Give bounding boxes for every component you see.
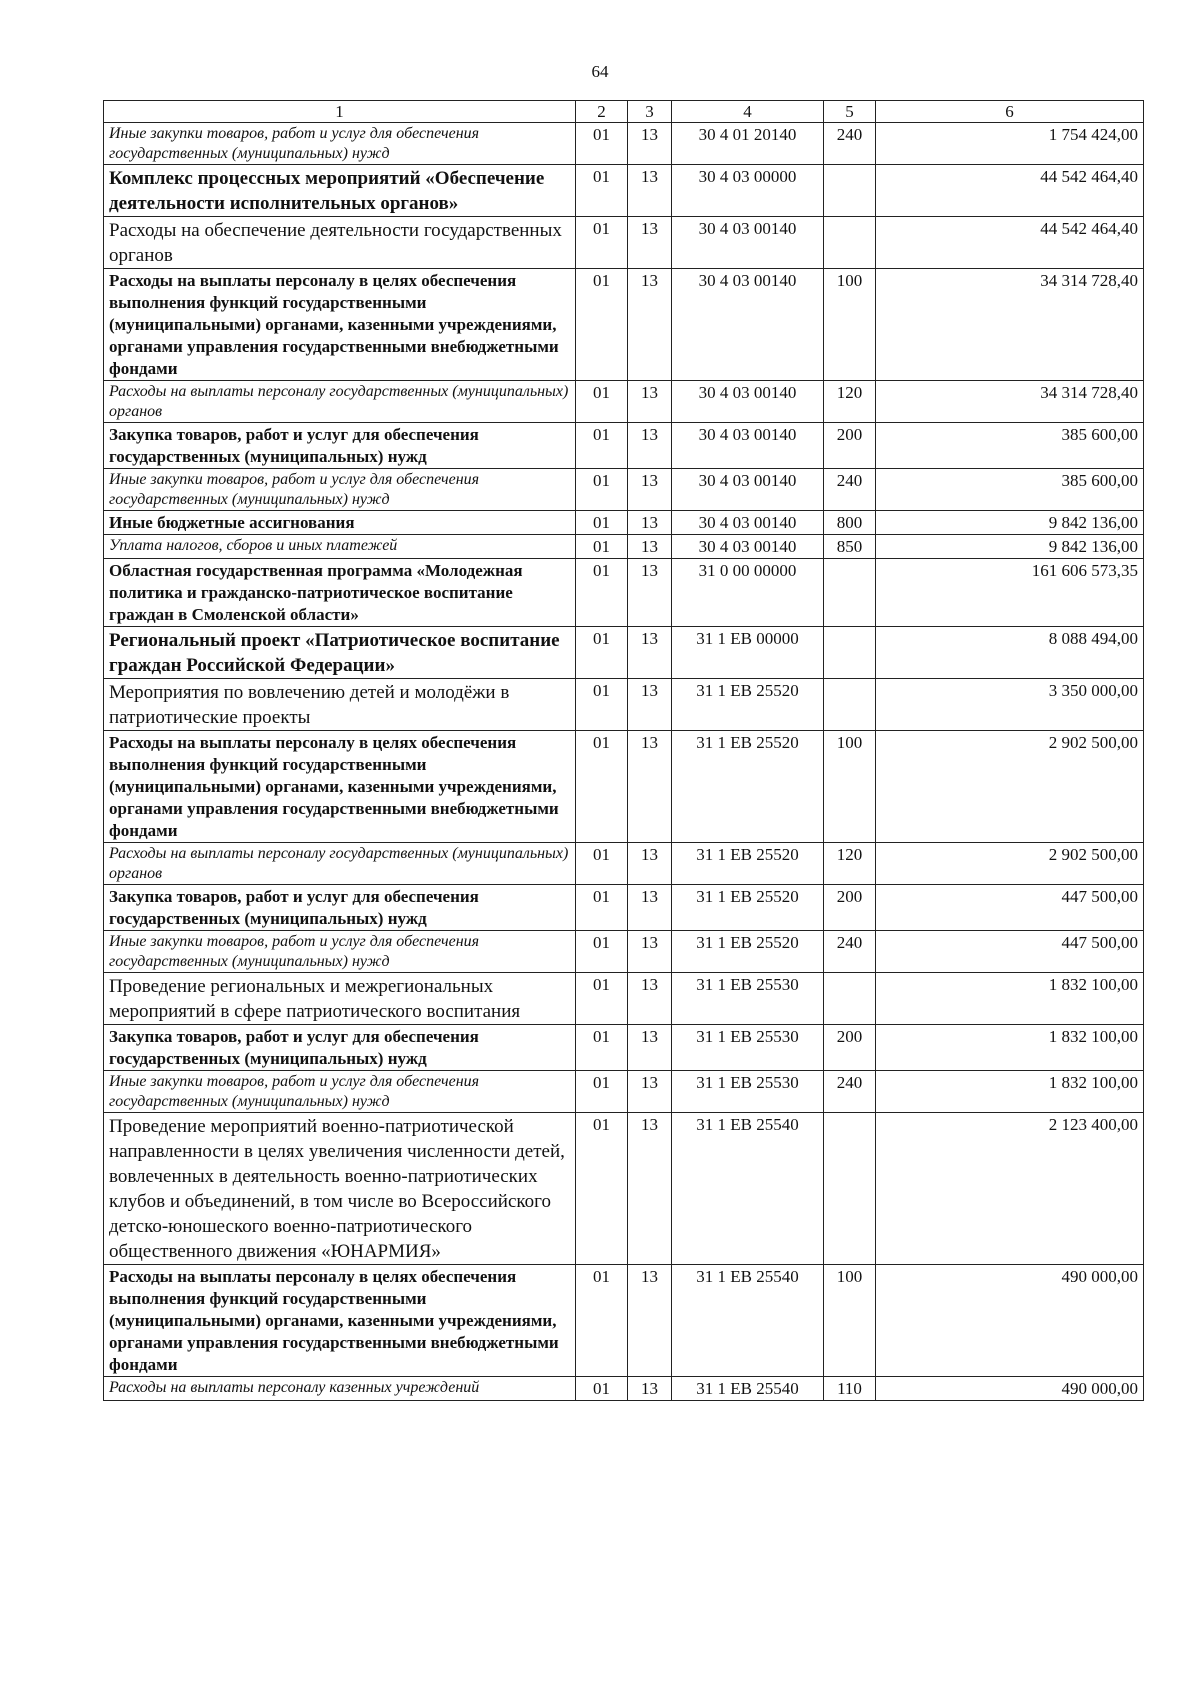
row-subsection-cell: 13 [628, 217, 672, 269]
row-name-cell: Иные закупки товаров, работ и услуг для обеспечения государственных (муниципальных) нужд [104, 469, 576, 511]
row-name-cell: Расходы на выплаты персоналу казенных учреждений [104, 1377, 576, 1401]
row-subsection-cell: 13 [628, 469, 672, 511]
row-section-cell: 01 [576, 381, 628, 423]
row-target-article-cell: 30 4 03 00140 [672, 381, 824, 423]
row-target-article-cell: 31 1 ЕВ 25520 [672, 679, 824, 731]
row-expense-type-cell: 240 [824, 123, 876, 165]
row-section-cell: 01 [576, 731, 628, 843]
row-expense-type-cell: 100 [824, 1265, 876, 1377]
row-name-cell: Расходы на выплаты персоналу государственных (муниципальных) органов [104, 381, 576, 423]
row-target-article-cell: 31 1 ЕВ 25530 [672, 1025, 824, 1071]
row-target-article-cell: 30 4 03 00000 [672, 165, 824, 217]
table-row [104, 269, 1144, 381]
row-name-cell: Иные закупки товаров, работ и услуг для обеспечения государственных (муниципальных) нужд [104, 123, 576, 165]
table-row [104, 559, 1144, 627]
row-section-cell: 01 [576, 559, 628, 627]
row-expense-type-cell [824, 627, 876, 679]
row-amount-cell: 385 600,00 [876, 469, 1144, 511]
row-name-cell: Проведение мероприятий военно-патриотической направленности в целях увеличения численности детей, вовлеченных в деятельность военно-патриотических клубов и объединений, в том числе во Всероссийского детско-юношеского военно-патриотического общественного движения «ЮНАРМИЯ» [104, 1113, 576, 1265]
table-row [104, 885, 1144, 931]
table-row [104, 423, 1144, 469]
row-section-cell: 01 [576, 1071, 628, 1113]
row-section-cell: 01 [576, 973, 628, 1025]
row-amount-cell: 34 314 728,40 [876, 381, 1144, 423]
row-subsection-cell: 13 [628, 1071, 672, 1113]
column-header: 5 [824, 101, 876, 123]
row-name-cell: Расходы на выплаты персоналу в целях обеспечения выполнения функций государственными (муниципальными) органами, казенными учреждениями, органами управления государственными внебюджетными фондами [104, 731, 576, 843]
row-name-cell: Иные закупки товаров, работ и услуг для обеспечения государственных (муниципальных) нужд [104, 1071, 576, 1113]
table-row [104, 469, 1144, 511]
row-subsection-cell: 13 [628, 511, 672, 535]
row-subsection-cell: 13 [628, 1377, 672, 1401]
table-row [104, 843, 1144, 885]
row-expense-type-cell: 120 [824, 381, 876, 423]
row-section-cell: 01 [576, 931, 628, 973]
row-expense-type-cell: 200 [824, 1025, 876, 1071]
table-row [104, 627, 1144, 679]
row-amount-cell: 8 088 494,00 [876, 627, 1144, 679]
row-expense-type-cell: 120 [824, 843, 876, 885]
row-section-cell: 01 [576, 217, 628, 269]
row-amount-cell: 3 350 000,00 [876, 679, 1144, 731]
column-header: 1 [104, 101, 576, 123]
row-name-cell: Расходы на выплаты персоналу в целях обеспечения выполнения функций государственными (муниципальными) органами, казенными учреждениями, органами управления государственными внебюджетными фондами [104, 1265, 576, 1377]
row-target-article-cell: 30 4 03 00140 [672, 217, 824, 269]
table-row [104, 1071, 1144, 1113]
row-target-article-cell: 31 1 ЕВ 25540 [672, 1113, 824, 1265]
row-amount-cell: 385 600,00 [876, 423, 1144, 469]
row-amount-cell: 490 000,00 [876, 1377, 1144, 1401]
table-row [104, 1025, 1144, 1071]
row-expense-type-cell: 200 [824, 885, 876, 931]
table-row [104, 535, 1144, 559]
row-target-article-cell: 30 4 03 00140 [672, 511, 824, 535]
row-name-cell: Расходы на обеспечение деятельности государственных органов [104, 217, 576, 269]
table-row [104, 381, 1144, 423]
row-expense-type-cell: 200 [824, 423, 876, 469]
row-subsection-cell: 13 [628, 843, 672, 885]
row-expense-type-cell: 100 [824, 731, 876, 843]
table-row [104, 1377, 1144, 1401]
row-section-cell: 01 [576, 627, 628, 679]
row-subsection-cell: 13 [628, 1113, 672, 1265]
column-header: 3 [628, 101, 672, 123]
row-target-article-cell: 31 1 ЕВ 25540 [672, 1265, 824, 1377]
table-row [104, 123, 1144, 165]
row-amount-cell: 34 314 728,40 [876, 269, 1144, 381]
row-name-cell: Иные закупки товаров, работ и услуг для обеспечения государственных (муниципальных) нужд [104, 931, 576, 973]
row-target-article-cell: 30 4 03 00140 [672, 269, 824, 381]
row-expense-type-cell [824, 973, 876, 1025]
row-target-article-cell: 30 4 03 00140 [672, 469, 824, 511]
row-section-cell: 01 [576, 511, 628, 535]
row-section-cell: 01 [576, 165, 628, 217]
row-subsection-cell: 13 [628, 423, 672, 469]
row-subsection-cell: 13 [628, 931, 672, 973]
row-section-cell: 01 [576, 843, 628, 885]
row-expense-type-cell: 110 [824, 1377, 876, 1401]
row-name-cell: Иные бюджетные ассигнования [104, 511, 576, 535]
row-expense-type-cell: 240 [824, 469, 876, 511]
row-target-article-cell: 31 1 ЕВ 25520 [672, 731, 824, 843]
table-row [104, 165, 1144, 217]
row-subsection-cell: 13 [628, 381, 672, 423]
table-row [104, 679, 1144, 731]
row-expense-type-cell: 240 [824, 1071, 876, 1113]
table-row [104, 973, 1144, 1025]
column-header: 6 [876, 101, 1144, 123]
row-subsection-cell: 13 [628, 165, 672, 217]
table-row [104, 731, 1144, 843]
row-section-cell: 01 [576, 469, 628, 511]
table-row [104, 217, 1144, 269]
row-expense-type-cell [824, 1113, 876, 1265]
row-section-cell: 01 [576, 1265, 628, 1377]
row-name-cell: Уплата налогов, сборов и иных платежей [104, 535, 576, 559]
row-amount-cell: 1 832 100,00 [876, 1071, 1144, 1113]
row-target-article-cell: 30 4 03 00140 [672, 535, 824, 559]
row-name-cell: Областная государственная программа «Молодежная политика и гражданско-патриотическое воспитание граждан в Смоленской области» [104, 559, 576, 627]
row-name-cell: Мероприятия по вовлечению детей и молодёжи в патриотические проекты [104, 679, 576, 731]
column-header: 4 [672, 101, 824, 123]
row-amount-cell: 1 754 424,00 [876, 123, 1144, 165]
row-section-cell: 01 [576, 679, 628, 731]
row-expense-type-cell: 240 [824, 931, 876, 973]
row-subsection-cell: 13 [628, 559, 672, 627]
row-amount-cell: 490 000,00 [876, 1265, 1144, 1377]
row-subsection-cell: 13 [628, 627, 672, 679]
row-subsection-cell: 13 [628, 269, 672, 381]
row-name-cell: Региональный проект «Патриотическое воспитание граждан Российской Федерации» [104, 627, 576, 679]
row-expense-type-cell [824, 165, 876, 217]
row-expense-type-cell: 850 [824, 535, 876, 559]
table-row [104, 511, 1144, 535]
row-section-cell: 01 [576, 1025, 628, 1071]
table-row [104, 1265, 1144, 1377]
row-subsection-cell: 13 [628, 731, 672, 843]
row-target-article-cell: 31 1 ЕВ 25530 [672, 973, 824, 1025]
row-amount-cell: 447 500,00 [876, 885, 1144, 931]
row-subsection-cell: 13 [628, 123, 672, 165]
row-expense-type-cell [824, 559, 876, 627]
row-target-article-cell: 31 1 ЕВ 25520 [672, 843, 824, 885]
row-expense-type-cell [824, 217, 876, 269]
row-expense-type-cell: 100 [824, 269, 876, 381]
table-row [104, 931, 1144, 973]
row-amount-cell: 2 123 400,00 [876, 1113, 1144, 1265]
row-subsection-cell: 13 [628, 1265, 672, 1377]
row-expense-type-cell: 800 [824, 511, 876, 535]
budget-table [103, 100, 1144, 1401]
row-amount-cell: 1 832 100,00 [876, 1025, 1144, 1071]
row-target-article-cell: 31 1 ЕВ 25540 [672, 1377, 824, 1401]
row-target-article-cell: 31 1 ЕВ 00000 [672, 627, 824, 679]
row-amount-cell: 44 542 464,40 [876, 165, 1144, 217]
row-amount-cell: 161 606 573,35 [876, 559, 1144, 627]
row-target-article-cell: 31 1 ЕВ 25520 [672, 885, 824, 931]
row-amount-cell: 2 902 500,00 [876, 843, 1144, 885]
row-section-cell: 01 [576, 1113, 628, 1265]
row-amount-cell: 9 842 136,00 [876, 511, 1144, 535]
row-section-cell: 01 [576, 423, 628, 469]
row-target-article-cell: 30 4 03 00140 [672, 423, 824, 469]
row-subsection-cell: 13 [628, 679, 672, 731]
row-subsection-cell: 13 [628, 973, 672, 1025]
row-name-cell: Расходы на выплаты персоналу государственных (муниципальных) органов [104, 843, 576, 885]
row-target-article-cell: 31 1 ЕВ 25530 [672, 1071, 824, 1113]
row-subsection-cell: 13 [628, 535, 672, 559]
header-row [104, 101, 1144, 123]
row-expense-type-cell [824, 679, 876, 731]
row-amount-cell: 447 500,00 [876, 931, 1144, 973]
row-section-cell: 01 [576, 535, 628, 559]
row-section-cell: 01 [576, 885, 628, 931]
row-section-cell: 01 [576, 123, 628, 165]
page-number: 64 [591, 62, 609, 81]
row-name-cell: Закупка товаров, работ и услуг для обеспечения государственных (муниципальных) нужд [104, 1025, 576, 1071]
row-subsection-cell: 13 [628, 885, 672, 931]
row-amount-cell: 44 542 464,40 [876, 217, 1144, 269]
row-subsection-cell: 13 [628, 1025, 672, 1071]
row-target-article-cell: 31 1 ЕВ 25520 [672, 931, 824, 973]
row-amount-cell: 9 842 136,00 [876, 535, 1144, 559]
table-row [104, 1113, 1144, 1265]
row-name-cell: Закупка товаров, работ и услуг для обеспечения государственных (муниципальных) нужд [104, 885, 576, 931]
row-section-cell: 01 [576, 269, 628, 381]
column-header: 2 [576, 101, 628, 123]
row-name-cell: Закупка товаров, работ и услуг для обеспечения государственных (муниципальных) нужд [104, 423, 576, 469]
row-amount-cell: 1 832 100,00 [876, 973, 1144, 1025]
row-name-cell: Расходы на выплаты персоналу в целях обеспечения выполнения функций государственными (муниципальными) органами, казенными учреждениями, органами управления государственными внебюджетными фондами [104, 269, 576, 381]
row-target-article-cell: 30 4 01 20140 [672, 123, 824, 165]
row-amount-cell: 2 902 500,00 [876, 731, 1144, 843]
row-name-cell: Комплекс процессных мероприятий «Обеспечение деятельности исполнительных органов» [104, 165, 576, 217]
row-section-cell: 01 [576, 1377, 628, 1401]
row-name-cell: Проведение региональных и межрегиональных мероприятий в сфере патриотического воспитания [104, 973, 576, 1025]
row-target-article-cell: 31 0 00 00000 [672, 559, 824, 627]
